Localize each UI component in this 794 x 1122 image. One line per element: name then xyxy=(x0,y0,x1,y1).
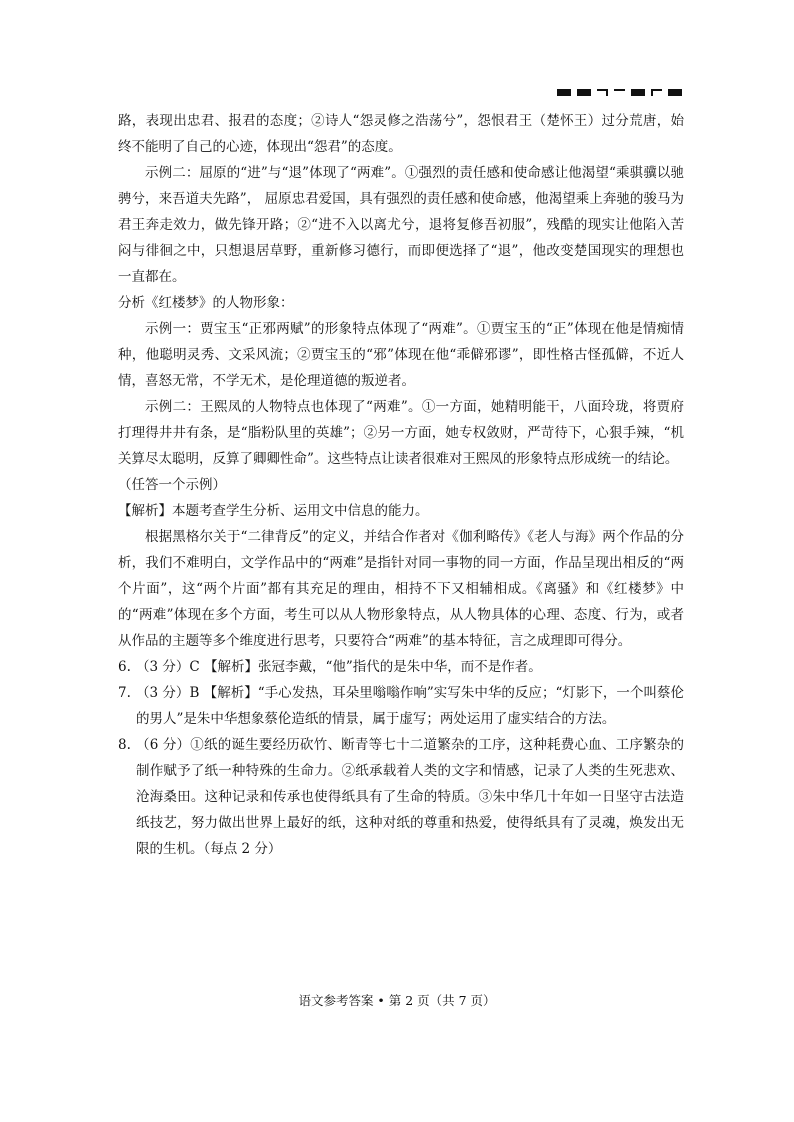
corner-mark-bar xyxy=(577,89,591,96)
paragraph-lisao-example-2: 示例二：屈原的“进”与“退”体现了“两难”。①强烈的责任感和使命感让他渴望“乘骐骥以驰骋兮，来吾道夫先路”， 屈原忠君爱国，具有强烈的责任感和使命感，他渴望乘上奔驰的骏马为君王奔走效力，做先锋开路；②“进不入以离尤兮，退将复修吾初服”，残酷的现实让他陷入苦闷与徘徊之中，只想退居草野，重新修习德行，而即便选择了“退”，他改变楚国现实的理想也一直都在。 xyxy=(118,165,684,285)
item-text: （3 分）C 【解析】张冠李戴，“他”指代的是朱中华，而不是作者。 xyxy=(136,659,542,675)
page-footer: 语文参考答案 • 第 2 页（共 7 页） xyxy=(298,993,496,1008)
paragraph-hongloumeng-example-1: 示例一：贾宝玉“正邪两赋”的形象特点体现了“两难”。①贾宝玉的“正”体现在他是情痴情种，他聪明灵秀、文采风流；②贾宝玉的“邪”体现在他“乖僻邪谬”，即性格古怪孤僻，不近人情，喜怒无常，不学无术，是伦理道德的叛逆者。 xyxy=(118,321,684,389)
answer-content xyxy=(118,108,684,862)
answer-item-8 xyxy=(118,732,684,862)
paragraph-hongloumeng-example-2: 示例二：王熙凤的人物特点也体现了“两难”。①一方面，她精明能干，八面玲珑，将贾府打理得井井有条，是“脂粉队里的英雄”；②另一方面，她专权敛财，严苛待下，心狠手辣，“机关算尽太聪明，反算了卿卿性命”。这些特点让读者很难对王熙凤的形象特点形成统一的结论。 xyxy=(118,399,684,467)
paragraph-note: （任答一个示例） xyxy=(118,477,226,493)
paragraph-lisao-continued: 路，表现出忠君、报君的态度；②诗人“怨灵修之浩荡兮”，怨恨君王（楚怀王）过分荒唐，始终不能明了自己的心迹，体现出“怨君”的态度。 xyxy=(118,113,684,155)
corner-mark-hook xyxy=(651,89,662,96)
page-corner-marks xyxy=(557,89,682,96)
item-number: 6. xyxy=(118,659,131,675)
corner-mark-hook xyxy=(597,89,608,96)
corner-mark-bar xyxy=(668,89,682,96)
answer-item-6 xyxy=(118,654,684,680)
item-number: 7. xyxy=(118,685,131,701)
corner-mark-dash xyxy=(614,89,625,91)
answer-item-7 xyxy=(118,680,684,732)
item-text: （6 分）①纸的诞生要经历砍竹、断青等七十二道繁杂的工序，这种耗费心血、工序繁杂的制作赋予了纸一种特殊的生命力。②纸承载着人类的文字和情感，记录了人类的生死悲欢、沧海桑田。这种记录和传承也使得纸具有了生命的特质。③朱中华几十年如一日坚守古法造纸技艺，努力做出世界上最好的纸，这种对纸的尊重和热爱，使得纸具有了灵魂，焕发出无限的生机。（每点 2 分） xyxy=(136,737,684,857)
item-text: （3 分）B 【解析】“手心发热，耳朵里嗡嗡作响”实写朱中华的反应；“灯影下，一个叫蔡伦的男人”是朱中华想象蔡伦造纸的情景，属于虚写；两处运用了虚实结合的方法。 xyxy=(136,685,684,727)
corner-mark-bar xyxy=(557,89,571,96)
item-number: 8. xyxy=(118,737,131,753)
paragraph-analysis-label: 【解析】本题考查学生分析、运用文中信息的能力。 xyxy=(118,503,429,519)
corner-mark-bar xyxy=(631,89,645,96)
paragraph-analysis-body: 根据黑格尔关于“二律背反”的定义，并结合作者对《伽利略传》《老人与海》两个作品的分析，我们不难明白，文学作品中的“两难”是指针对同一事物的同一方面，作品呈现出相反的“两个片面”，这“两个片面”都有其充足的理由，相持不下又相辅相成。《离骚》和《红楼梦》中的“两难”体现在多个方面，考生可以从人物形象特点，从人物具体的心理、态度、行为，或者从作品的主题等多个维度进行思考，只要符合“两难”的基本特征，言之成理即可得分。 xyxy=(118,529,684,649)
paragraph-hongloumeng-heading: 分析《红楼梦》的人物形象： xyxy=(118,295,294,311)
